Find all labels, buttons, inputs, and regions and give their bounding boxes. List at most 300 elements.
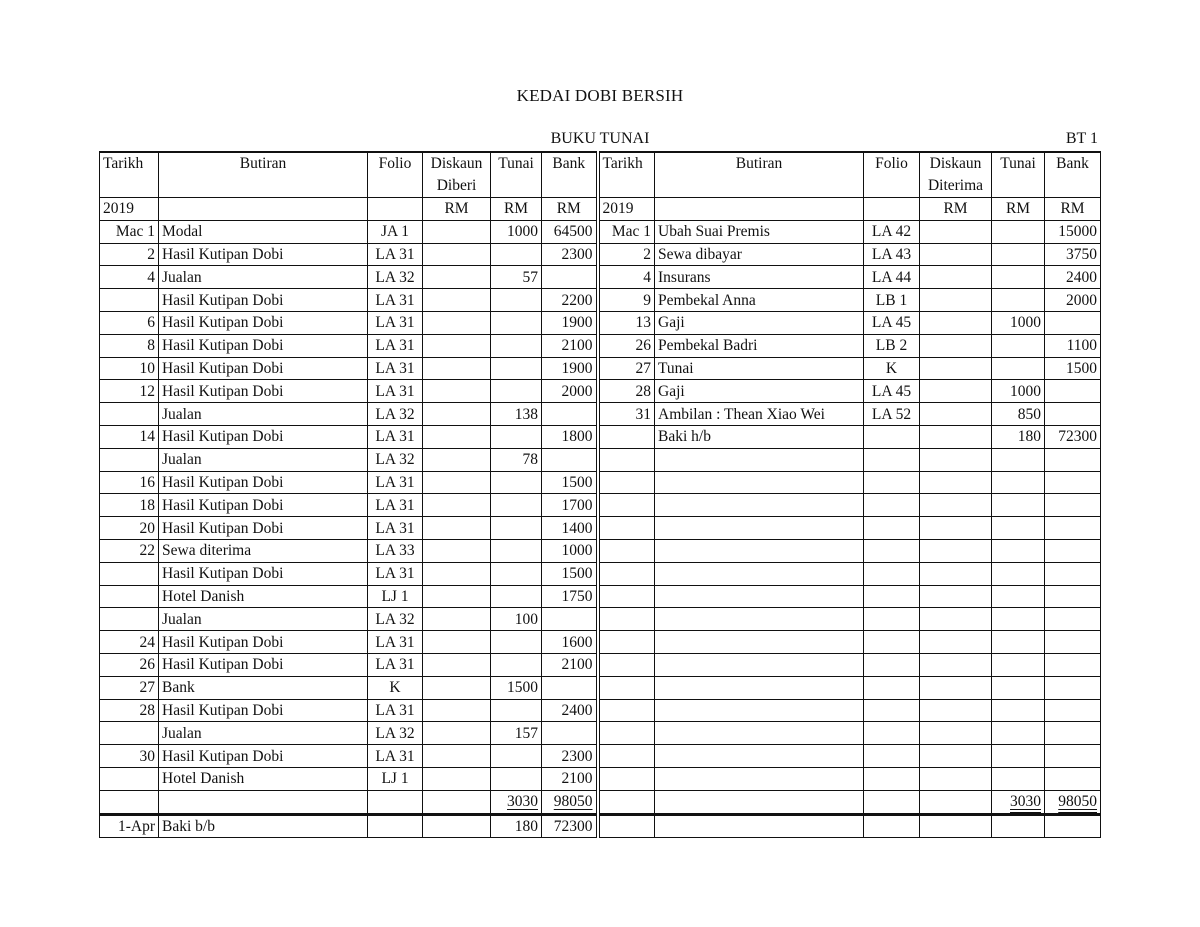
credit-particulars-cell: Baki h/b: [655, 425, 864, 448]
debit-cash-cell: [491, 562, 542, 585]
debit-bank-cell: [542, 676, 598, 699]
debit-date-cell: 10: [100, 357, 159, 380]
credit-cash-cell: [992, 699, 1045, 722]
debit-cash-cell: [491, 334, 542, 357]
debit-folio-cell: LJ 1: [368, 767, 423, 790]
table-row: [100, 494, 1101, 517]
debit-date-cell: 8: [100, 334, 159, 357]
credit-folio-cell: [864, 699, 920, 722]
credit-cash-cell: 1000: [992, 380, 1045, 403]
debit-date-cell: Mac 1: [100, 220, 159, 243]
credit-bank-cell: [1045, 311, 1101, 334]
debit-bank-cell: 1900: [542, 357, 598, 380]
credit-cash-cell: [992, 608, 1045, 631]
debit-discount-cell: [423, 334, 491, 357]
credit-bank-cell: 15000: [1045, 220, 1101, 243]
credit-folio-cell: [864, 425, 920, 448]
debit-folio-cell: LA 31: [368, 425, 423, 448]
credit-cash-cell: [992, 722, 1045, 745]
credit-discount-cell: [920, 539, 992, 562]
debit-date-cell: 6: [100, 311, 159, 334]
debit-discount-cell: [423, 494, 491, 517]
credit-particulars-cell: Pembekal Anna: [655, 289, 864, 312]
debit-cash-cell: [491, 311, 542, 334]
debit-date-cell: 16: [100, 471, 159, 494]
debit-bank-cell: [542, 403, 598, 426]
credit-particulars-cell: [655, 631, 864, 654]
debit-folio-cell: LA 32: [368, 448, 423, 471]
debit-particulars-cell: Bank: [159, 676, 368, 699]
header-butiran-debit: Butiran: [159, 152, 368, 198]
debit-folio-cell: LA 31: [368, 631, 423, 654]
debit-cash-cell: [491, 745, 542, 768]
debit-folio-cell: K: [368, 676, 423, 699]
debit-date-cell: 12: [100, 380, 159, 403]
credit-folio-cell: LA 52: [864, 403, 920, 426]
debit-bank-cell: [542, 448, 598, 471]
credit-folio-cell: [864, 745, 920, 768]
empty-cell: [368, 814, 423, 838]
total-cell: 98050: [542, 790, 598, 814]
table-row: [100, 266, 1101, 289]
debit-folio-cell: LA 31: [368, 357, 423, 380]
credit-particulars-cell: [655, 745, 864, 768]
debit-bank-cell: 1600: [542, 631, 598, 654]
empty-cell: [864, 814, 920, 838]
debit-date-cell: [100, 767, 159, 790]
credit-date-cell: [598, 676, 655, 699]
credit-date-cell: [598, 722, 655, 745]
header-bank-credit: Bank: [1045, 152, 1101, 198]
credit-bank-cell: 72300: [1045, 425, 1101, 448]
credit-date-cell: [598, 608, 655, 631]
header-tarikh-debit: Tarikh: [100, 152, 159, 198]
debit-cash-cell: [491, 471, 542, 494]
debit-cash-cell: [491, 631, 542, 654]
debit-discount-cell: [423, 585, 491, 608]
header-bank-debit: Bank: [542, 152, 598, 198]
debit-discount-cell: [423, 517, 491, 540]
debit-folio-cell: LA 32: [368, 266, 423, 289]
debit-date-cell: [100, 289, 159, 312]
credit-discount-cell: [920, 722, 992, 745]
credit-particulars-cell: [655, 471, 864, 494]
credit-cash-cell: [992, 767, 1045, 790]
credit-bank-cell: [1045, 494, 1101, 517]
debit-discount-cell: [423, 380, 491, 403]
credit-bank-cell: 1500: [1045, 357, 1101, 380]
empty-cell: [920, 814, 992, 838]
credit-date-cell: [598, 745, 655, 768]
debit-cash-cell: 1500: [491, 676, 542, 699]
credit-discount-cell: [920, 585, 992, 608]
empty-cell: [159, 198, 368, 221]
debit-folio-cell: LA 31: [368, 334, 423, 357]
credit-discount-cell: [920, 745, 992, 768]
credit-cash-cell: [992, 562, 1045, 585]
debit-bank-cell: 2300: [542, 243, 598, 266]
debit-discount-cell: [423, 266, 491, 289]
book-title: BUKU TUNAI: [550, 130, 650, 147]
debit-bank-cell: 1500: [542, 471, 598, 494]
debit-cash-cell: [491, 539, 542, 562]
debit-discount-cell: [423, 745, 491, 768]
empty-cell: [864, 790, 920, 814]
debit-date-cell: 24: [100, 631, 159, 654]
credit-folio-cell: [864, 676, 920, 699]
debit-discount-cell: [423, 448, 491, 471]
credit-bank-cell: [1045, 608, 1101, 631]
credit-bank-cell: [1045, 767, 1101, 790]
credit-particulars-cell: [655, 653, 864, 676]
debit-particulars-cell: Hasil Kutipan Dobi: [159, 380, 368, 403]
credit-cash-cell: 850: [992, 403, 1045, 426]
credit-discount-cell: [920, 767, 992, 790]
debit-bank-cell: [542, 266, 598, 289]
credit-date-cell: [598, 631, 655, 654]
credit-bank-cell: [1045, 631, 1101, 654]
debit-bank-cell: 1500: [542, 562, 598, 585]
credit-folio-cell: [864, 539, 920, 562]
credit-date-cell: [598, 562, 655, 585]
credit-bank-cell: [1045, 585, 1101, 608]
debit-cash-cell: 157: [491, 722, 542, 745]
table-row: [100, 653, 1101, 676]
credit-bank-cell: [1045, 471, 1101, 494]
debit-discount-cell: [423, 289, 491, 312]
balance-cell: 72300: [542, 814, 598, 838]
debit-folio-cell: LA 31: [368, 289, 423, 312]
credit-discount-cell: [920, 380, 992, 403]
table-row: [100, 767, 1101, 790]
table-row: [100, 676, 1101, 699]
credit-date-cell: Mac 1: [598, 220, 655, 243]
credit-cash-cell: [992, 289, 1045, 312]
debit-date-cell: [100, 722, 159, 745]
debit-folio-cell: LA 31: [368, 745, 423, 768]
credit-particulars-cell: Ubah Suai Premis: [655, 220, 864, 243]
credit-cash-cell: [992, 471, 1045, 494]
totals-row: [100, 790, 1101, 814]
debit-particulars-cell: Hasil Kutipan Dobi: [159, 517, 368, 540]
credit-folio-cell: [864, 494, 920, 517]
debit-date-cell: 28: [100, 699, 159, 722]
credit-discount-cell: [920, 403, 992, 426]
debit-folio-cell: LA 31: [368, 311, 423, 334]
credit-cash-cell: [992, 539, 1045, 562]
credit-date-cell: 31: [598, 403, 655, 426]
header-diberi-label: Diberi: [436, 177, 477, 194]
header-row: [100, 152, 1101, 198]
header-tarikh-credit: Tarikh: [598, 152, 655, 198]
empty-cell: [159, 790, 368, 814]
balance-cell: 1-Apr: [100, 814, 159, 838]
debit-cash-cell: [491, 494, 542, 517]
balance-bd-row: [100, 814, 1101, 838]
debit-particulars-cell: Hasil Kutipan Dobi: [159, 425, 368, 448]
table-row: [100, 220, 1101, 243]
credit-date-cell: [598, 471, 655, 494]
credit-bank-cell: [1045, 539, 1101, 562]
unit-rm: RM: [423, 198, 491, 221]
credit-folio-cell: [864, 608, 920, 631]
credit-particulars-cell: [655, 767, 864, 790]
credit-bank-cell: [1045, 562, 1101, 585]
debit-bank-cell: 2100: [542, 767, 598, 790]
credit-cash-cell: [992, 334, 1045, 357]
debit-cash-cell: 100: [491, 608, 542, 631]
header-diskaun-diterima: [920, 152, 992, 198]
debit-bank-cell: 1700: [542, 494, 598, 517]
debit-particulars-cell: Hasil Kutipan Dobi: [159, 357, 368, 380]
debit-cash-cell: [491, 585, 542, 608]
debit-particulars-cell: Jualan: [159, 722, 368, 745]
empty-cell: [598, 790, 655, 814]
debit-date-cell: 30: [100, 745, 159, 768]
credit-cash-cell: [992, 631, 1045, 654]
credit-cash-cell: [992, 653, 1045, 676]
debit-discount-cell: [423, 562, 491, 585]
year-credit: 2019: [598, 198, 655, 221]
debit-date-cell: [100, 448, 159, 471]
debit-date-cell: [100, 585, 159, 608]
credit-discount-cell: [920, 676, 992, 699]
empty-cell: [368, 790, 423, 814]
debit-folio-cell: LA 31: [368, 243, 423, 266]
credit-cash-cell: [992, 243, 1045, 266]
debit-cash-cell: 138: [491, 403, 542, 426]
debit-particulars-cell: Hotel Danish: [159, 585, 368, 608]
credit-date-cell: [598, 653, 655, 676]
table-row: [100, 425, 1101, 448]
credit-bank-cell: 3750: [1045, 243, 1101, 266]
credit-date-cell: 9: [598, 289, 655, 312]
total-cell: 3030: [992, 790, 1045, 814]
table-row: [100, 722, 1101, 745]
table-row: [100, 539, 1101, 562]
debit-folio-cell: LA 31: [368, 699, 423, 722]
credit-cash-cell: [992, 494, 1045, 517]
credit-cash-cell: [992, 357, 1045, 380]
table-row: [100, 334, 1101, 357]
credit-date-cell: [598, 699, 655, 722]
credit-discount-cell: [920, 220, 992, 243]
debit-date-cell: [100, 608, 159, 631]
balance-cell: 180: [491, 814, 542, 838]
credit-folio-cell: [864, 517, 920, 540]
credit-folio-cell: K: [864, 357, 920, 380]
debit-discount-cell: [423, 311, 491, 334]
credit-particulars-cell: Tunai: [655, 357, 864, 380]
debit-date-cell: 2: [100, 243, 159, 266]
debit-bank-cell: 1750: [542, 585, 598, 608]
empty-cell: [655, 198, 864, 221]
debit-date-cell: 26: [100, 653, 159, 676]
debit-discount-cell: [423, 357, 491, 380]
table-row: [100, 608, 1101, 631]
balance-cell: Baki b/b: [159, 814, 368, 838]
book-reference: BT 1: [1065, 130, 1098, 147]
debit-bank-cell: 2300: [542, 745, 598, 768]
credit-discount-cell: [920, 334, 992, 357]
debit-particulars-cell: Sewa diterima: [159, 539, 368, 562]
header-diskaun-diberi: [423, 152, 491, 198]
debit-date-cell: 20: [100, 517, 159, 540]
credit-folio-cell: LA 45: [864, 380, 920, 403]
credit-bank-cell: 1100: [1045, 334, 1101, 357]
empty-cell: [920, 790, 992, 814]
credit-discount-cell: [920, 494, 992, 517]
credit-bank-cell: 2400: [1045, 266, 1101, 289]
credit-particulars-cell: [655, 539, 864, 562]
debit-date-cell: 22: [100, 539, 159, 562]
debit-particulars-cell: Hasil Kutipan Dobi: [159, 653, 368, 676]
debit-date-cell: 27: [100, 676, 159, 699]
credit-folio-cell: [864, 448, 920, 471]
credit-folio-cell: LB 2: [864, 334, 920, 357]
credit-date-cell: 13: [598, 311, 655, 334]
credit-bank-cell: 2000: [1045, 289, 1101, 312]
total-cell: 98050: [1045, 790, 1101, 814]
debit-particulars-cell: Hasil Kutipan Dobi: [159, 289, 368, 312]
debit-folio-cell: LA 32: [368, 722, 423, 745]
debit-particulars-cell: Hasil Kutipan Dobi: [159, 562, 368, 585]
credit-particulars-cell: [655, 585, 864, 608]
debit-cash-cell: [491, 243, 542, 266]
debit-particulars-cell: Hasil Kutipan Dobi: [159, 311, 368, 334]
debit-bank-cell: 1900: [542, 311, 598, 334]
empty-cell: [423, 790, 491, 814]
debit-date-cell: [100, 403, 159, 426]
debit-particulars-cell: Hasil Kutipan Dobi: [159, 243, 368, 266]
table-row: [100, 380, 1101, 403]
credit-particulars-cell: Ambilan : Thean Xiao Wei: [655, 403, 864, 426]
debit-cash-cell: [491, 357, 542, 380]
table-row: [100, 289, 1101, 312]
debit-discount-cell: [423, 608, 491, 631]
document-title: KEDAI DOBI BERSIH: [516, 86, 684, 105]
credit-folio-cell: LB 1: [864, 289, 920, 312]
debit-discount-cell: [423, 471, 491, 494]
debit-cash-cell: 78: [491, 448, 542, 471]
credit-discount-cell: [920, 448, 992, 471]
table-row: [100, 311, 1101, 334]
credit-date-cell: 28: [598, 380, 655, 403]
credit-bank-cell: [1045, 722, 1101, 745]
credit-cash-cell: [992, 585, 1045, 608]
debit-discount-cell: [423, 539, 491, 562]
debit-cash-cell: [491, 517, 542, 540]
table-row: [100, 448, 1101, 471]
year-debit: 2019: [100, 198, 159, 221]
credit-particulars-cell: [655, 562, 864, 585]
header-folio-debit: Folio: [368, 152, 423, 198]
credit-date-cell: [598, 494, 655, 517]
credit-date-cell: 27: [598, 357, 655, 380]
debit-particulars-cell: Hasil Kutipan Dobi: [159, 334, 368, 357]
unit-rm: RM: [992, 198, 1045, 221]
debit-cash-cell: [491, 380, 542, 403]
credit-cash-cell: 180: [992, 425, 1045, 448]
credit-date-cell: [598, 448, 655, 471]
empty-cell: [100, 790, 159, 814]
debit-folio-cell: LA 32: [368, 403, 423, 426]
debit-discount-cell: [423, 722, 491, 745]
debit-date-cell: 18: [100, 494, 159, 517]
table-row: [100, 631, 1101, 654]
debit-bank-cell: [542, 722, 598, 745]
debit-bank-cell: 1000: [542, 539, 598, 562]
debit-discount-cell: [423, 403, 491, 426]
debit-bank-cell: 2100: [542, 653, 598, 676]
empty-cell: [864, 198, 920, 221]
credit-cash-cell: 1000: [992, 311, 1045, 334]
credit-discount-cell: [920, 653, 992, 676]
debit-particulars-cell: Hasil Kutipan Dobi: [159, 745, 368, 768]
credit-cash-cell: [992, 517, 1045, 540]
unit-rm: RM: [542, 198, 598, 221]
debit-cash-cell: 57: [491, 266, 542, 289]
credit-date-cell: [598, 539, 655, 562]
credit-bank-cell: [1045, 517, 1101, 540]
header-diskaun-label: Diskaun: [430, 155, 483, 172]
debit-discount-cell: [423, 676, 491, 699]
debit-particulars-cell: Hasil Kutipan Dobi: [159, 699, 368, 722]
debit-folio-cell: JA 1: [368, 220, 423, 243]
debit-cash-cell: 1000: [491, 220, 542, 243]
debit-bank-cell: 2400: [542, 699, 598, 722]
table-row: [100, 562, 1101, 585]
debit-folio-cell: LA 31: [368, 562, 423, 585]
empty-cell: [992, 814, 1045, 838]
credit-bank-cell: [1045, 448, 1101, 471]
empty-cell: [423, 814, 491, 838]
debit-particulars-cell: Hotel Danish: [159, 767, 368, 790]
credit-discount-cell: [920, 562, 992, 585]
debit-folio-cell: LA 33: [368, 539, 423, 562]
header-folio-credit: Folio: [864, 152, 920, 198]
empty-cell: [655, 814, 864, 838]
credit-folio-cell: [864, 471, 920, 494]
credit-discount-cell: [920, 266, 992, 289]
credit-cash-cell: [992, 745, 1045, 768]
debit-particulars-cell: Hasil Kutipan Dobi: [159, 471, 368, 494]
credit-date-cell: 2: [598, 243, 655, 266]
credit-folio-cell: LA 44: [864, 266, 920, 289]
credit-discount-cell: [920, 699, 992, 722]
debit-folio-cell: LA 31: [368, 653, 423, 676]
debit-discount-cell: [423, 767, 491, 790]
debit-particulars-cell: Modal: [159, 220, 368, 243]
credit-discount-cell: [920, 608, 992, 631]
credit-date-cell: [598, 767, 655, 790]
empty-cell: [1045, 814, 1101, 838]
unit-rm: RM: [1045, 198, 1101, 221]
credit-bank-cell: [1045, 403, 1101, 426]
debit-cash-cell: [491, 699, 542, 722]
debit-bank-cell: 2100: [542, 334, 598, 357]
unit-rm: RM: [920, 198, 992, 221]
debit-cash-cell: [491, 425, 542, 448]
credit-particulars-cell: [655, 517, 864, 540]
credit-cash-cell: [992, 676, 1045, 699]
credit-date-cell: [598, 425, 655, 448]
credit-folio-cell: [864, 562, 920, 585]
table-row: [100, 403, 1101, 426]
table-row: [100, 517, 1101, 540]
credit-particulars-cell: [655, 699, 864, 722]
credit-discount-cell: [920, 357, 992, 380]
